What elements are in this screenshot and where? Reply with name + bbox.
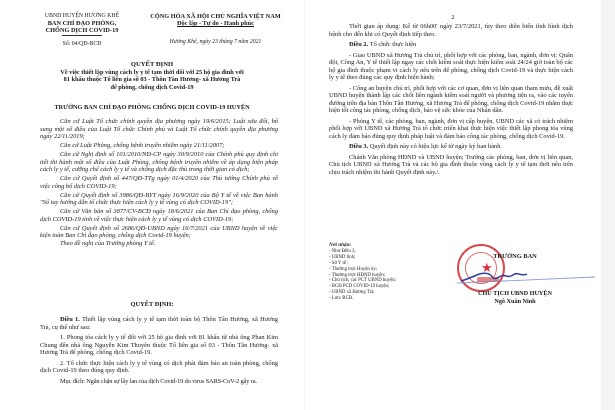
article-3: [329, 143, 573, 151]
responsibility-clause: Chánh Văn phòng HĐND và UBND huyện; Trưởng các phòng, ban, đơn vị liên quan, Chủ tịch UBND xã Hương Trà và các hộ gia đình thuộc vùng cách ly y tế tạm thời nêu trên chịu trách nhiệm thi hành Quyết định này./.: [329, 153, 573, 176]
signer-name: Ngô Xuân Ninh: [494, 298, 536, 305]
recipients-heading: Nơi nhận:: [329, 242, 352, 248]
recipient-item: - Thường trực HĐND huyện;: [329, 272, 386, 278]
subtitle-line-2: 81 khẩu thuộc Tổ liên gia số 03 - Thôn Tân Hương- xã Hương Trà: [63, 76, 241, 84]
legal-basis: Theo đề nghị của Trưởng phòng Y tế.: [60, 239, 156, 247]
decision-heading: QUYẾT ĐỊNH:: [130, 301, 174, 308]
recipients-list: [329, 243, 449, 302]
legal-basis: Căn cứ Quyết định số 447/QĐ-TTg ngày 01/4/2020 của Thủ tướng Chính phủ về việc công bố dịch COVID-19;: [40, 175, 278, 190]
document-page-2: [305, 0, 601, 410]
issuing-authority: TRƯỞNG BAN CHỈ ĐẠO PHÒNG CHỐNG DỊCH COVID-19 HUYỆN: [54, 104, 250, 111]
article-2-item: - Phòng Y tế, các phòng, ban, ngành, đơn vị cấp huyện, UBND các xã có trách nhiệm phối hợp với UBND xã Hương Trà tổ chức triển khai thực hiện việc thiết lập phong tỏa vùng cách ly đảm bảo đúng quy định pháp luật và đảm bảo công tác phòng, chống dịch Covid-19.: [329, 117, 573, 140]
recipient-item: - UBND tỉnh;: [329, 254, 356, 260]
legal-basis: Căn cứ Quyết định số 2686/QĐ-UBND ngày 16/7/2021 của UBND huyện về việc kiện toàn Ban Chỉ đạo phòng, chống dịch Covid-19 huyện;: [40, 224, 278, 239]
issuer-line-3: CHỐNG DỊCH COVID-19: [45, 27, 119, 35]
document-subtitle: [20, 69, 284, 91]
national-motto: CỘNG HÒA XÃ HỘI CHỦ NGHĨA VIỆT NAM: [150, 13, 281, 20]
article-2-label: Điều 2.: [349, 41, 369, 48]
effective-time: Thời gian áp dụng: Kể từ 06h00' ngày 23/7/2021, tùy theo diễn biến tình hình dịch bệnh cho đến khi có Quyết định tiếp theo.: [329, 23, 573, 38]
issuer-underline: [62, 35, 102, 36]
article-2-heading: [329, 41, 573, 49]
article-1-item: 1. Phong tỏa cách ly y tế đối với 25 hộ gia đình với 81 khẩu từ nhà ông Phan Kim Chung đến nhà ông Nguyễn Kim Thuyên thuộc Tổ liên gia số 03 - Thôn Tân Hương- xã Hương Trà để phòng, chống dịch Covid-19.: [40, 334, 278, 356]
article-3-label: Điều 3.: [349, 143, 369, 150]
subtitle-line-3: để phòng, chống dịch Covid-19: [110, 83, 194, 91]
article-1-label: Điều 1.: [60, 316, 80, 323]
document-number: Số: 04/QĐ-BCĐ: [62, 41, 102, 48]
subtitle-line-1: Về việc thiết lập vùng cách ly y tế tạm thời đối với 25 hộ gia đình với: [60, 69, 244, 76]
recipient-item: - Sở Y tế ;: [329, 260, 349, 266]
page-2-body: [329, 23, 573, 176]
legal-bases: [40, 118, 278, 247]
issuer-block: [22, 13, 142, 48]
legal-basis: Căn cứ Quyết định số 3986/QĐ-BYT ngày 16/9/2020 của Bộ Y tế về việc Ban hành "Sổ tay hướng dẫn tổ chức thực hiện cách ly y tế vùng có dịch COVID-19";: [40, 191, 278, 206]
signature-icon: [455, 265, 601, 287]
issuer-line-2: BAN CHỈ ĐẠO PHÒNG,: [47, 20, 117, 28]
article-1: [40, 316, 278, 385]
article-2-item: - Giao UBND xã Hương Trà chủ trì, phối hợp với các phòng, ban, ngành, đơn vị: Quân đội, Công An, Y tế thiết lập ngay các chốt kiểm soát thực hiện kiểm soát 24/24 giờ toàn bộ các hộ gia đình thuộc phạm vi cách ly nêu trên để phòng, chống dịch Covid-19 và thực hiện cách ly y tế theo đúng các quy định hiện hành;: [329, 51, 573, 81]
document-title: QUYẾT ĐỊNH: [130, 61, 174, 68]
article-1-item: 2. Tổ chức thực hiện cách ly y tế vùng có dịch phải đảm bảo an toàn phòng, chống dịch Covid-19 theo đúng quy định.: [40, 359, 278, 374]
legal-basis: Căn cứ Luật Tổ chức chính quyền địa phương ngày 19/6/2015; Luật sửa đổi, bổ sung một số điều của Luật Tổ chức Chính phủ và Luật Tổ chức chính quyền địa phương ngày 22/11/2019;: [40, 118, 278, 140]
legal-basis: Căn cứ Văn bản số 3877/CV-BCĐ ngày 18/6/2021 của Ban Chỉ đạo phòng, chống dịch COVID-19 tỉnh về việc thực hiện cách ly y tế vùng có dịch COVID-19;: [40, 208, 278, 223]
recipient-item: - BCĐ PCD COVID-19 huyện;: [329, 284, 390, 290]
recipient-item: - UBND xã Hương Trà;: [329, 290, 375, 296]
article-1-intro: [40, 316, 278, 331]
page-number: 2: [451, 14, 455, 21]
recipient-item: - Như Điều 3;: [329, 248, 356, 254]
signer-position: CHỦ TỊCH UBND HUYỆN: [478, 290, 552, 297]
issuer-line-1: UBND HUYỆN HƯƠNG KHÊ: [44, 13, 120, 19]
article-2-item: - Công an huyện chủ trì, phối hợp với các cơ quan, đơn vị liên quan tham mưu, đề xuất UBND huyện thành lập các chốt liên ngành kiểm soát người và phương tiện ra, vào các tuyến đường trên địa bàn Thôn Tân Hương, xã Hương Trà để phòng, chống dịch Covid-19 nhằm thực hiện tốt công tác phòng, chống dịch, bảo vệ sức khỏe của Nhân dân.: [329, 84, 573, 114]
signer-title: TRƯỞNG BAN: [493, 253, 537, 260]
national-slogan: Độc lập - Tự do - Hạnh phúc: [177, 20, 254, 28]
recipient-item: - Thường trực Huyện ủy;: [329, 266, 378, 272]
article-3-text: Quyết định này có hiệu lực kể từ ngày ký ban hành.: [369, 143, 503, 150]
article-1-text: Thiết lập vùng cách ly y tế tạm thời toàn bộ Thôn Tân Hương, xã Hương Trà, cụ thể như sau:: [40, 316, 278, 331]
document-page-1: [0, 0, 304, 410]
legal-basis: Căn cứ Luật Phòng, chống bệnh truyền nhiễm ngày 21/11/2007;: [60, 142, 225, 149]
recipient-item: - Chủ tịch, các PCT UBND huyện;: [329, 278, 396, 284]
national-header: [133, 13, 298, 47]
star-icon: ★: [481, 260, 493, 275]
issue-date: Hương Khê, ngày 23 tháng 7 năm 2021: [169, 39, 262, 46]
recipient-item: - Lưu: BCĐ.: [329, 296, 354, 302]
legal-basis: Căn cứ Nghị định số 101/2010/NĐ-CP ngày 30/9/2010 của Chính phủ quy định chi tiết thi hành một số điều của Luật Phòng, chống bệnh truyền nhiễm về áp dụng biện pháp cách ly y tế, cưỡng chế cách ly y tế và chống dịch đặc thù trong thời gian có dịch;: [40, 151, 278, 173]
article-1-purpose: Mục đích: Ngăn chặn sự lây lan của dịch Covid-19 do virus SARS-CoV-2 gây ra.: [60, 377, 257, 385]
article-2-text: Tổ chức thực hiện: [369, 41, 417, 48]
